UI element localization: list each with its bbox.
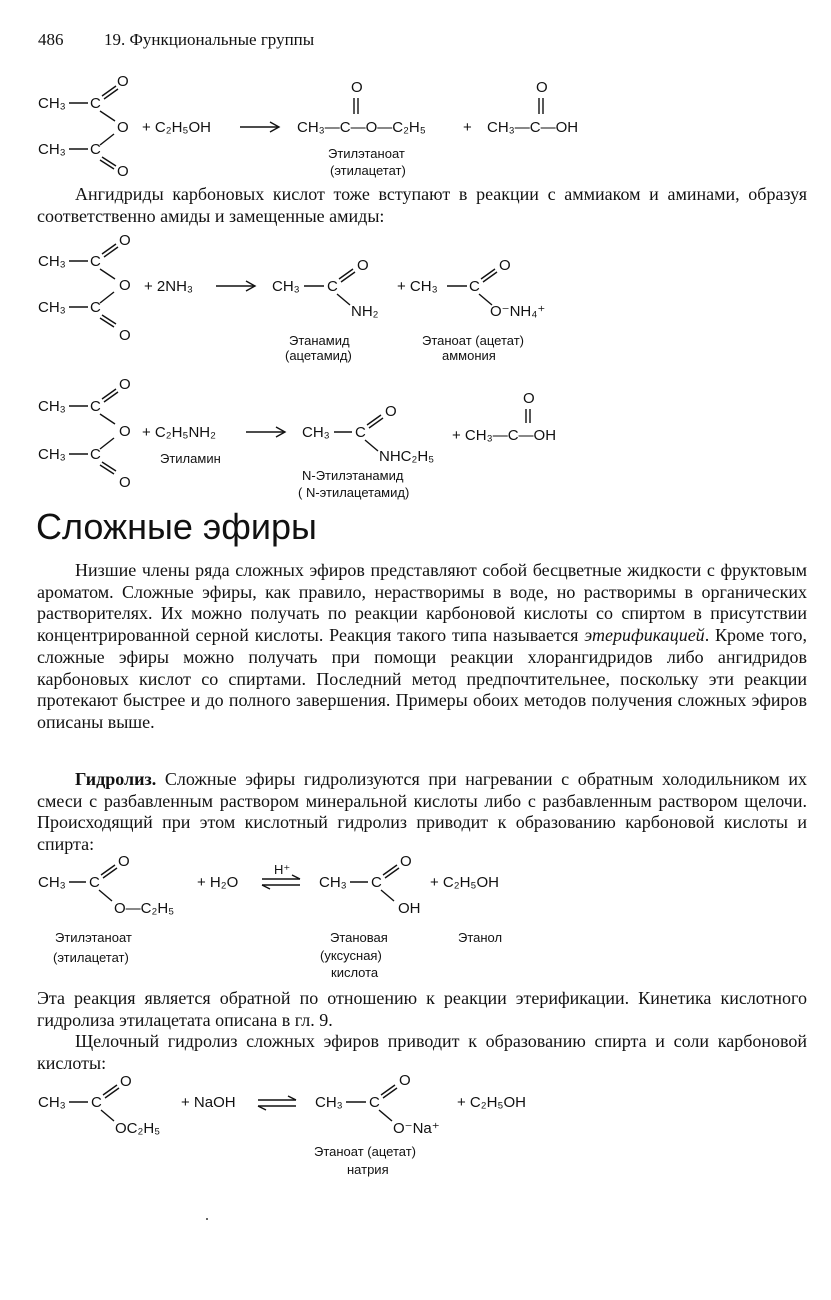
hydro-ethanol-name: Этанол (458, 930, 503, 945)
hydro-reagent-water: + H₂O (197, 874, 239, 891)
alk-ester-o: O (120, 1073, 132, 1090)
acid-carbonyl-o: O (536, 79, 548, 96)
anhydride-o-bottom: O (117, 163, 129, 180)
alk-reagent-naoh: + NaOH (181, 1094, 236, 1111)
acid3-formula: + CH₃—C—OH (452, 427, 557, 444)
ethylamide-ch3: CH₃ (302, 424, 330, 441)
salt-c: C (469, 278, 480, 295)
anhydride-o-top: O (117, 73, 129, 90)
plus-sign: + (463, 119, 472, 136)
amide-c: C (327, 278, 338, 295)
paragraph-reverse-reaction: Эта реакция является обратной по отношению к реакции этерификации. Кинетика кислотного гидролиза этилацетата описана в гл. 9. (37, 988, 807, 1030)
hydro-acid-ch3: CH₃ (319, 874, 347, 891)
anhydride2-o-bottom: O (119, 327, 131, 344)
anhydride3-ch3-top: CH₃ (38, 398, 66, 415)
ester-carbonyl-o: O (351, 79, 363, 96)
alk-ethanol: + C₂H₅OH (457, 1094, 526, 1111)
equilibrium-arrow (262, 875, 300, 889)
salt-name: Этаноат (ацетат) (422, 333, 524, 348)
scan-speck (206, 1218, 208, 1220)
ethylamide-group: NHC₂H₅ (379, 448, 435, 465)
anhydride-ch3-bottom: CH₃ (38, 141, 66, 158)
alk-salt-name: Этаноат (ацетат) (314, 1144, 416, 1159)
salt-group: O⁻NH₄⁺ (490, 303, 546, 320)
hydro-ester-c: C (89, 874, 100, 891)
reagent-ethanol: + C₂H₅OH (142, 119, 211, 136)
acid3-carbonyl-o: O (523, 390, 535, 407)
amide-ch3: CH₃ (272, 278, 300, 295)
acid-formula: CH₃—C—OH (487, 119, 579, 136)
paragraph-esters-intro (37, 560, 807, 734)
anhydride2-c-top: C (90, 253, 101, 270)
hydro-acid-c: C (371, 874, 382, 891)
hydrolysis-lead: Гидролиз. (75, 769, 157, 789)
anhydride-c-bottom: C (90, 141, 101, 158)
hydro-acid-name: Этановая (330, 930, 388, 945)
reaction-arrow (216, 281, 255, 291)
salt-name-line2: аммония (442, 348, 496, 363)
alk-salt-ch3: CH₃ (315, 1094, 343, 1111)
alk-salt-name-line2: натрия (347, 1162, 389, 1177)
anhydride2-c-bottom: C (90, 299, 101, 316)
reagent-ammonia: + 2NH₃ (144, 278, 194, 295)
reaction-anhydride-ethylamine (38, 376, 556, 500)
section-title: Сложные эфиры (36, 506, 317, 547)
amide-o: O (357, 257, 369, 274)
ethylamide-c: C (355, 424, 366, 441)
running-header: 19. Функциональные группы (104, 30, 315, 49)
alk-ester-group: OC₂H₅ (115, 1120, 161, 1137)
anhydride2-ch3-top: CH₃ (38, 253, 66, 270)
alk-salt-o: O (399, 1072, 411, 1089)
paragraph-hydrolysis (37, 769, 807, 856)
anhydride-c-top: C (90, 95, 101, 112)
hydro-acid-name-line3: кислота (331, 965, 379, 980)
ethylamide-name: N-Этилэтанамид (302, 468, 404, 483)
anhydride2-ch3-bottom: CH₃ (38, 299, 66, 316)
reagent-ethylamine-name: Этиламин (160, 451, 221, 466)
intro-text-before: Низшие члены ряда сложных эфиров представляют собой бесцветные жидкости с фруктовым ароматом. Сложные эфиры, как правило, нерастворимы в воде, но растворимы в органических растворителях. Их можно получать по реакции карбоновой кислоты со спиртом в присутствии концентрированной серной кислоты. Реакция такого типа называется (37, 560, 807, 646)
amide-name: Этанамид (289, 333, 350, 348)
salt-o: O (499, 257, 511, 274)
anhydride3-ch3-bottom: CH₃ (38, 446, 66, 463)
hydro-ethanol: + C₂H₅OH (430, 874, 499, 891)
reaction-arrow (246, 427, 285, 437)
ethylamide-alt-name: ( N-этилацетамид) (298, 485, 410, 500)
ester-alt-name: (этилацетат) (330, 163, 406, 178)
reaction-anhydride-ethanol (38, 73, 578, 180)
hydro-ester-name: Этилэтаноат (55, 930, 132, 945)
hydro-ester-o: O (118, 853, 130, 870)
paragraph-anhydride-amines: Ангидриды карбоновых кислот тоже вступают в реакции с аммиаком и аминами, образуя соответственно амиды и замещенные амиды: (37, 184, 807, 226)
anhydride3-c-top: C (90, 398, 101, 415)
hydro-acid-name-line2: (уксусная) (320, 948, 382, 963)
anhydride3-o-bottom: O (119, 474, 131, 491)
alk-ester-ch3: CH₃ (38, 1094, 66, 1111)
catalyst-h-plus: H⁺ (274, 862, 291, 877)
anhydride2-o-bridge: O (119, 277, 131, 294)
reagent-ethylamine: + C₂H₅NH₂ (142, 424, 216, 441)
alk-salt-c: C (369, 1094, 380, 1111)
ethylamide-o: O (385, 403, 397, 420)
reaction-alkaline-hydrolysis (38, 1072, 526, 1177)
hydro-ester-ch3: CH₃ (38, 874, 66, 891)
paragraph-alkaline-hydrolysis: Щелочный гидролиз сложных эфиров приводит к образованию спирта и соли карбоновой кислоты: (37, 1031, 807, 1073)
hydro-acid-oh: OH (398, 900, 421, 917)
hydro-ester-alt-name: (этилацетат) (53, 950, 129, 965)
amide-alt-name: (ацетамид) (285, 348, 352, 363)
reaction-acid-hydrolysis (38, 853, 502, 980)
reaction-arrow (240, 122, 279, 132)
ester-formula: CH₃—C—O—C₂H₅ (297, 119, 426, 136)
anhydride-o-bridge: O (117, 119, 129, 136)
anhydride3-o-top: O (119, 376, 131, 393)
hydrolysis-text: Сложные эфиры гидролизуются при нагревании с обратным холодильником их смеси с разбавленным раствором минеральной кислоты либо с разбавленным раствором щелочи. Происходящий при этом кислотный гидролиз приводит к образованию карбоновой кислоты и спирта: (37, 769, 808, 855)
alk-ester-c: C (91, 1094, 102, 1111)
alk-salt-group: O⁻Na⁺ (393, 1120, 440, 1137)
anhydride2-o-top: O (119, 232, 131, 249)
ester-name: Этилэтаноат (328, 146, 405, 161)
term-esterification: этерификацией (584, 625, 705, 646)
page-number: 486 (38, 30, 64, 49)
intro-text-after: . Кроме того, сложные эфиры можно получать при помощи реакции хлорангидридов либо ангидридов карбоновых кислот со спиртами. Последний метод предпочтительнее, поскольку эти реакции протекают быстрее и до полного завершения. Примеры обоих методов получения сложных эфиров описаны выше. (37, 625, 807, 732)
anhydride-ch3-top: CH₃ (38, 95, 66, 112)
salt-prefix: + CH₃ (397, 278, 438, 295)
equilibrium-arrow (258, 1096, 296, 1110)
hydro-ester-group: O—C₂H₅ (114, 900, 175, 917)
reaction-anhydride-ammonia (38, 232, 545, 363)
anhydride3-c-bottom: C (90, 446, 101, 463)
hydro-acid-o: O (400, 853, 412, 870)
anhydride3-o-bridge: O (119, 423, 131, 440)
amide-nh2: NH₂ (351, 303, 379, 320)
